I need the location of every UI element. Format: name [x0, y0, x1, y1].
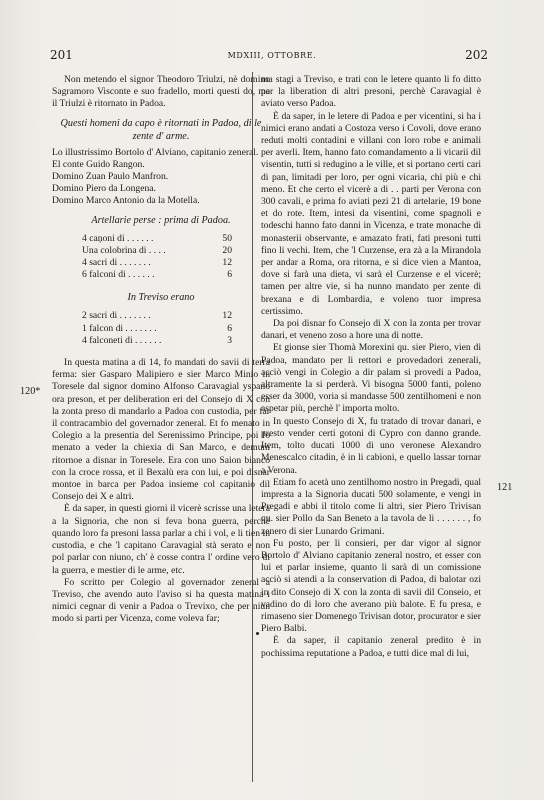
- right-column: [261, 74, 481, 660]
- item-name: 2 sacri di . . . . . . .: [82, 310, 151, 322]
- list-item: [82, 245, 232, 257]
- paragraph: Etiam fo acetà uno zentilhomo nostro in Pregadi, qual impresta a la Signoria ducati 500 solamente, e vengi in Pregadi e abbi il titolo come li altri, sier Piero Trivisan qu. sier Pollo da San Beneto a la tavola de li . . . . . . , fo zenero di sier Lunardo Grimani.: [261, 476, 481, 537]
- list-item: [82, 335, 232, 347]
- item-qty: 50: [222, 232, 232, 244]
- list-item: [82, 310, 232, 322]
- list-item: Domino Marco Antonio da la Motella.: [52, 195, 200, 207]
- page-number-right: 202: [465, 48, 488, 62]
- item-name: Una colobrina di . . . .: [82, 244, 166, 256]
- paragraph: ma stagi a Treviso, e trati con le letere quanto li fo ditto per la liberation di altri presoni, perchè Caravagial è aviato verso Padoa.: [261, 74, 481, 110]
- artillery-list-treviso: [82, 310, 270, 347]
- list-item: Lo illustrissimo Bortolo d' Alviano, capitanio zeneral.: [52, 146, 259, 158]
- margin-number-right: 121: [497, 482, 513, 493]
- section-heading: In Treviso erano: [127, 292, 195, 304]
- people-list: [52, 147, 270, 208]
- margin-number-left: 120*: [20, 386, 41, 397]
- paragraph: È da saper, in questi giorni il vicerè scrisse una letera a la Signoria, che non si feva bona guerra, perchè quando loro fa presoni lassa parlar a chi i vol, e li tien in custodia, e che 'l capitano Caravagial stà serato e non pol parlar con niuno, ch' è cosse contra l' ordine vero di la guerra, e mestier di le arme, etc.: [52, 503, 270, 576]
- item-name: 4 falconeti di . . . . . .: [82, 334, 162, 346]
- list-item: El conte Guido Rangon.: [52, 158, 145, 170]
- list-item: [82, 257, 232, 269]
- paragraph: Et gionse sier Thomà Morexini qu. sier Piero, vien di Padoa, mandato per li rettori e provedadori zenerali, acciò vengi in Colegio a dir palam si provedi a Padoa, altramente la si perderà. Vi bisogna 5000 fanti, poleno esser da 3000, voria si mandasse 500 zentilhomeni e non aspetar più, perchè l' importa molto.: [261, 342, 481, 415]
- list-item: [82, 233, 232, 245]
- running-header: MDXIII, OTTOBRE.: [227, 51, 317, 60]
- item-qty: 6: [227, 269, 232, 281]
- list-item: Domino Piero da Longena.: [52, 183, 156, 195]
- left-column: [52, 74, 270, 626]
- paragraph: Da poi disnar fo Consejo di X con la zonta per trovar danari, et veneno zoso a hore una di notte.: [261, 318, 481, 342]
- paragraph: Fu posto, per li consieri, per dar vigor al signor Bortolo d' Alviano capitanio zeneral nostro, et esser con lui et parlar insieme, quanto li sarà di un comissione acciò si atendi a la conservation di Padoa, di balotar ozi in dito Consejo di X con la zonta di savii dil Conseio, et vadino do di loro che averano più balote. E fu presa, e rimaseno sier Domenego Trivisan dotor, procurator e sier Piero Balbi.: [261, 537, 481, 635]
- artillery-list-padoa: [82, 233, 270, 282]
- item-name: 1 falcon di . . . . . . .: [82, 322, 157, 334]
- item-qty: 12: [222, 257, 232, 269]
- paragraph: Non metendo el signor Theodoro Triulzi, nè domino Sagramoro Visconte e suo fradello, morti questi do, ma il Triulzi è ritornato in Padoa.: [52, 74, 270, 110]
- paragraph: Fo scritto per Colegio al governador zeneral a Treviso, che avendo auto l'aviso si ha questa matina i nimici cegnar di venir a Padoa o Trevixo, che per niun modo si parti per Vicenza, come voleva far;: [52, 576, 270, 625]
- item-name: 6 falconi di . . . . . .: [82, 269, 155, 281]
- section-heading: Artellarie perse : prima di Padoa.: [91, 214, 231, 226]
- item-name: 4 caņoni di . . . . . .: [82, 232, 154, 244]
- list-item: [82, 269, 232, 281]
- ink-dot: [256, 632, 259, 635]
- item-qty: 6: [227, 322, 232, 334]
- list-item: Domino Zuan Paulo Manfron.: [52, 171, 169, 183]
- item-qty: 12: [222, 310, 232, 322]
- item-name: 4 sacri di . . . . . . .: [82, 257, 151, 269]
- paragraph: In questa matina a dì 14, fo mandati do savii di terra ferma: sier Gasparo Malipiero e sier Marco Minio in Toresele dal signor domino Alfonso Caravagial yspano ora preson, et per deliberation eri del Consejo di X con la zonta preso di mandarlo a Padoa con custodia, per far il contracambio del governador zeneral. Et fo menato in Colegio a la presentia del Serenissimo Principe, poi fo menato a veder la chiexia di San Marco, e demum ritornoe a disnar in Toresele. Era con uno Saion bianco con la croce rossa, et il Bexalù era con lui, e poi disnar montoe in barca per Padoa insieme col capitanio dil Consejo dei X e altri.: [52, 357, 270, 503]
- section-heading: Questi homeni da capo è ritornati in Padoa, di le zente d' arme.: [60, 117, 262, 142]
- item-qty: 3: [227, 334, 232, 346]
- paragraph: In questo Consejo di X, fu tratado di trovar danari, e presto vender certi gotoni di Cypro con danno grande. Item, tolto ducati 1000 di uno veronese Alexandro Menescalco citadin, è in li cabioni, e quello lassar tornar a Verona.: [261, 415, 481, 476]
- paragraph: È da saper, in le letere di Padoa e per vicentini, si ha i nimici erano andati a Costoza verso i Covoli, dove erano reduti molti contadini e villani con loro robe e animali per averli. Item, hanno fato comandamento a li vicarii dil visentin, tutti si redugino a le ville, et si portano certi cari di pan, limitadi per loro, per ogni vicaria, chi più e chi meno. Et che certo el vicerè a di . . parti per Verona con 300 cavali, e prima fo aviati pezi 21 di artelarie, 19 bone et do rote. Item, intesi da visentini, come spagnoli e todeschi hanno fato danni in Vicenza, e trate monache di monasterii observante, e amazato frati, fati presoni tutti fino li vechi. Item, che 'l Curzense, era zà a la Mirandola per andar a Roma, ora ritorna, e si dice vien a Mantoa, dove si farà una dieta, vi sarà el Curzense e el vicerè; tamen per altre vie, si ha nunno mandato per zente di brexana e di Lombardia, e voleno tuor impresa certissimo.: [261, 110, 481, 317]
- item-qty: 20: [222, 244, 232, 256]
- page-number-left: 201: [50, 48, 73, 62]
- paragraph: È da saper, il capitanio zeneral predito è in pochissima reputatione a Padoa, e tutti dice mal di lui,: [261, 635, 481, 659]
- list-item: [82, 323, 232, 335]
